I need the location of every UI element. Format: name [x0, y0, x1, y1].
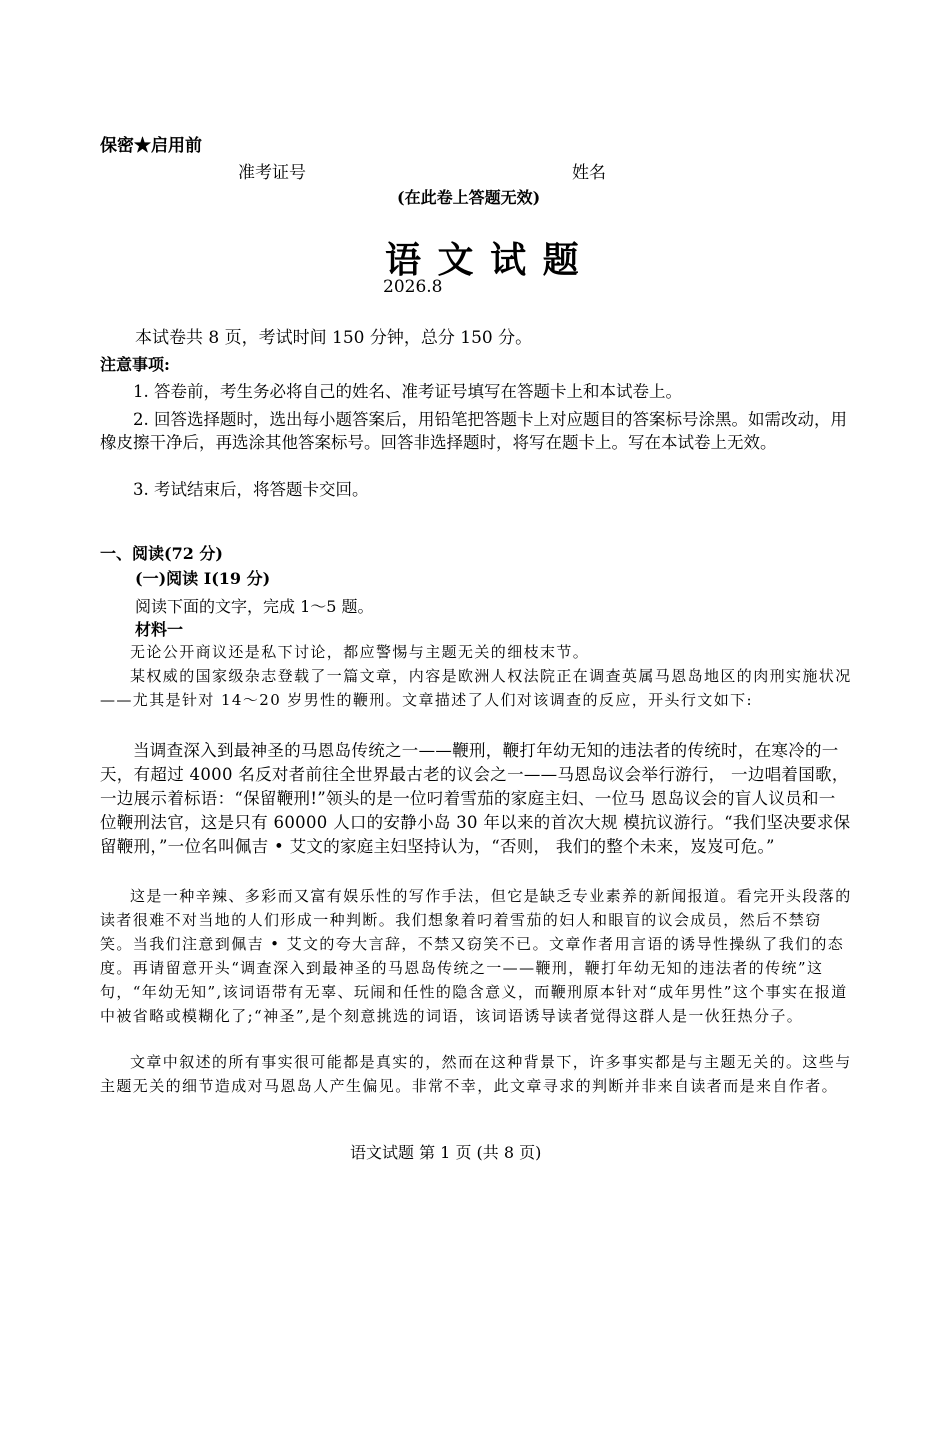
exam-id-label: 准考证号	[238, 163, 306, 183]
exam-intro: 本试卷共 8 页，考试时间 150 分钟，总分 150 分。	[135, 328, 533, 348]
reading-instruction: 阅读下面的文字，完成 1～5 题。	[135, 597, 374, 616]
section-heading: 一、阅读(72 分)	[100, 544, 223, 563]
material-paragraph-2: 某权威的国家级杂志登载了一篇文章，内容是欧洲人权法院正在调查英属马恩岛地区的肉刑实施状况——尤其是针对 14～20 岁男性的鞭刑。文章描述了人们对该调查的反应，开头行文如下:	[100, 667, 852, 709]
exam-date: 2026.8	[383, 277, 443, 297]
material-paragraph-3: 当调查深入到最神圣的马恩岛传统之一——鞭刑，鞭打年幼无知的违法者的传统时，在寒冷的一天，有超过 4000 名反对者前往全世界最古老的议会之一——马恩岛议会举行游行， 一边唱着国歌，一边展示着标语：“保留鞭刑!”领头的是一位叼着雪茄的家庭主妇、一位马 恩岛议会的盲人议员和一位鞭刑法官，这是只有 60000 人口的安静小岛 30 年以来的首次大规 模抗议游行。“我们坚决要求保留鞭刑，”一位名叫佩吉 • 艾文的家庭主妇坚持认为，“否则， 我们的整个未来，岌岌可危。”	[100, 741, 851, 856]
page-title: 语 文 试 题	[385, 239, 581, 281]
notice-heading: 注意事项:	[100, 355, 170, 374]
material-paragraph-5: 文章中叙述的所有事实很可能都是真实的，然而在这种背景下，许多事实都是与主题无关的。这些与主题无关的细节造成对马恩岛人产生偏见。非常不幸，此文章寻求的判断并非来自读者而是来自作者。	[100, 1053, 852, 1095]
subsection-heading: (一)阅读 I(19 分)	[135, 569, 271, 588]
material-paragraph-4: 这是一种辛辣、多彩而又富有娱乐性的写作手法，但它是缺乏专业素养的新闻报道。看完开头段落的读者很难不对当地的人们形成一种判断。我们想象着叼着雪茄的妇人和眼盲的议会成员，然后不禁窃笑。当我们注意到佩吉 • 艾文的夸大言辞，不禁又窃笑不已。文章作者用言语的诱导性操纵了我们的态度。再请留意开头“调查深入到最神圣的马恩岛传统之一——鞭刑，鞭打年幼无知的违法者的传统”这句，“年幼无知”,该词语带有无辜、玩闹和任性的隐含意义，而鞭刑原本针对“成年男性”这个事实在报道中被省略或模糊化了;“神圣”,是个刻意挑选的词语，该词语诱导读者觉得这群人是一伙狂热分子。	[100, 887, 852, 1025]
material-paragraph-1: 无论公开商议还是私下讨论，都应警惕与主题无关的细枝末节。	[130, 643, 590, 661]
notice-item-1: 1. 答卷前，考生务必将自己的姓名、准考证号填写在答题卡上和本试卷上。	[133, 382, 682, 401]
page-footer: 语文试题 第 1 页 (共 8 页)	[350, 1143, 542, 1162]
name-label: 姓名	[572, 163, 606, 183]
notice-item-3: 3. 考试结束后，将答题卡交回。	[133, 480, 369, 499]
confidential-label: 保密★启用前	[100, 136, 202, 156]
material-label: 材料一	[135, 620, 184, 639]
notice-item-2: 2. 回答选择题时，选出每小题答案后，用铅笔把答题卡上对应题目的答案标号涂黑。如需改动，用橡皮擦干净后，再选涂其他答案标号。回答非选择题时，将写在题卡上。写在本试卷上无效。	[100, 410, 847, 452]
invalid-note: (在此卷上答题无效)	[397, 188, 541, 207]
